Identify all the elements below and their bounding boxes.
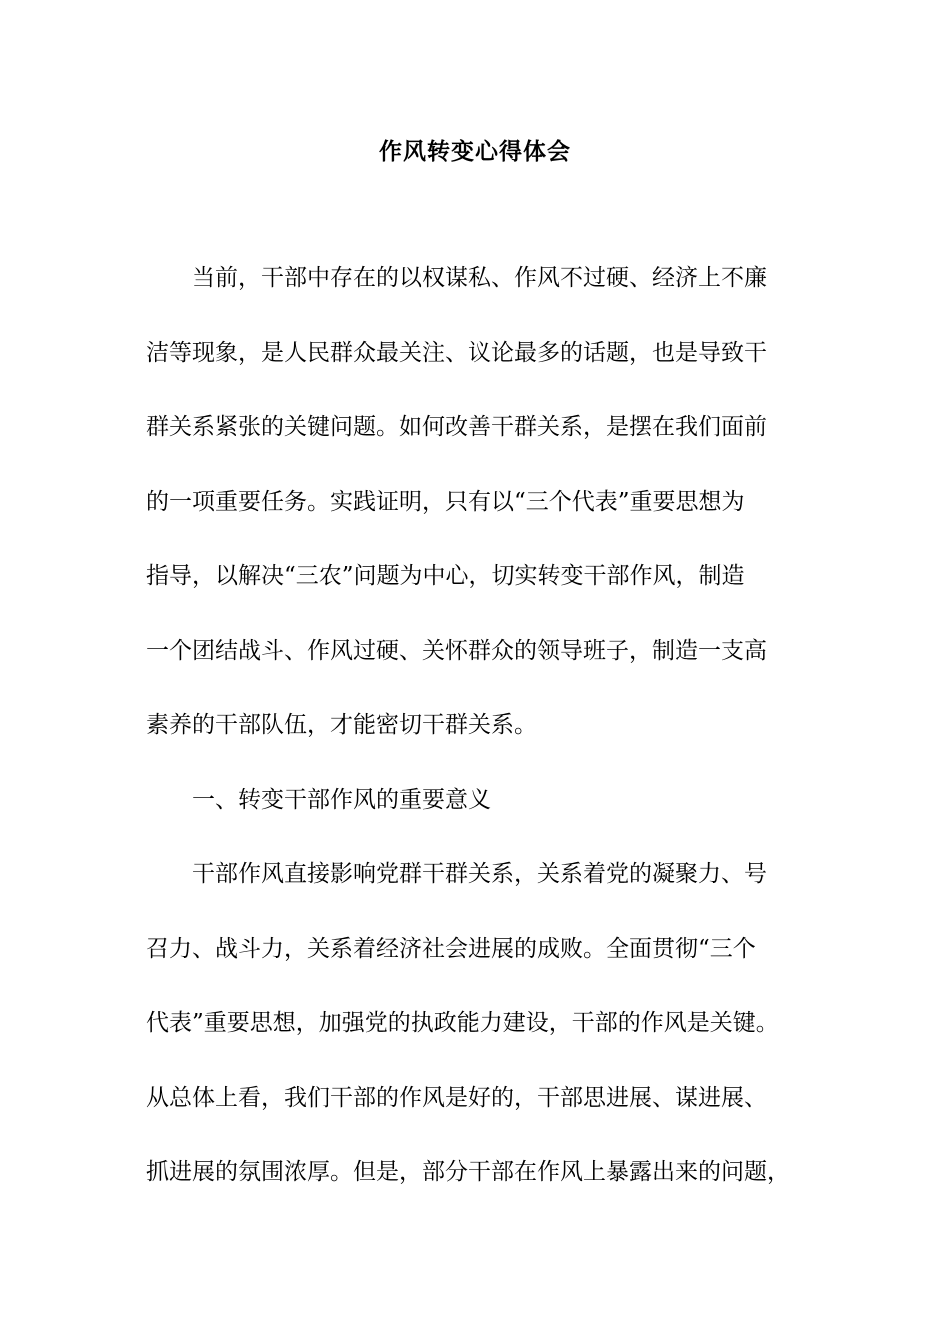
body-line: 的一项重要任务。实践证明，只有以“三个代表”重要思想为 xyxy=(146,488,745,515)
body-line: 一、转变干部作风的重要意义 xyxy=(192,786,491,813)
body-line: 当前，干部中存在的以权谋私、作风不过硬、经济上不廉 xyxy=(192,265,767,291)
body-line: 代表”重要思想，加强党的执政能力建设，干部的作风是关键。 xyxy=(146,1010,779,1036)
body-line: 从总体上看，我们干部的作风是好的，干部思进展、谋进展、 xyxy=(146,1084,767,1111)
body-line: 素养的干部队伍，才能密切干群关系。 xyxy=(146,712,537,738)
body-line: 召力、战斗力，关系着经济社会进展的成败。全面贯彻“三个 xyxy=(146,935,756,962)
body-line: 洁等现象，是人民群众最关注、议论最多的话题，也是导致干 xyxy=(146,339,767,366)
body-line: 指导，以解决“三农”问题为中心，切实转变干部作风，制造 xyxy=(146,563,745,589)
body-line: 群关系紧张的关键问题。如何改善干群关系，是摆在我们面前 xyxy=(146,414,767,440)
body-line: 抓进展的氛围浓厚。但是，部分干部在作风上暴露出来的问题， xyxy=(146,1159,790,1185)
body-line: 一个团结战斗、作风过硬、关怀群众的领导班子，制造一支高 xyxy=(146,637,767,664)
body-line: 干部作风直接影响党群干群关系，关系着党的凝聚力、号 xyxy=(192,861,767,887)
document-title: 作风转变心得体会 xyxy=(379,138,571,165)
